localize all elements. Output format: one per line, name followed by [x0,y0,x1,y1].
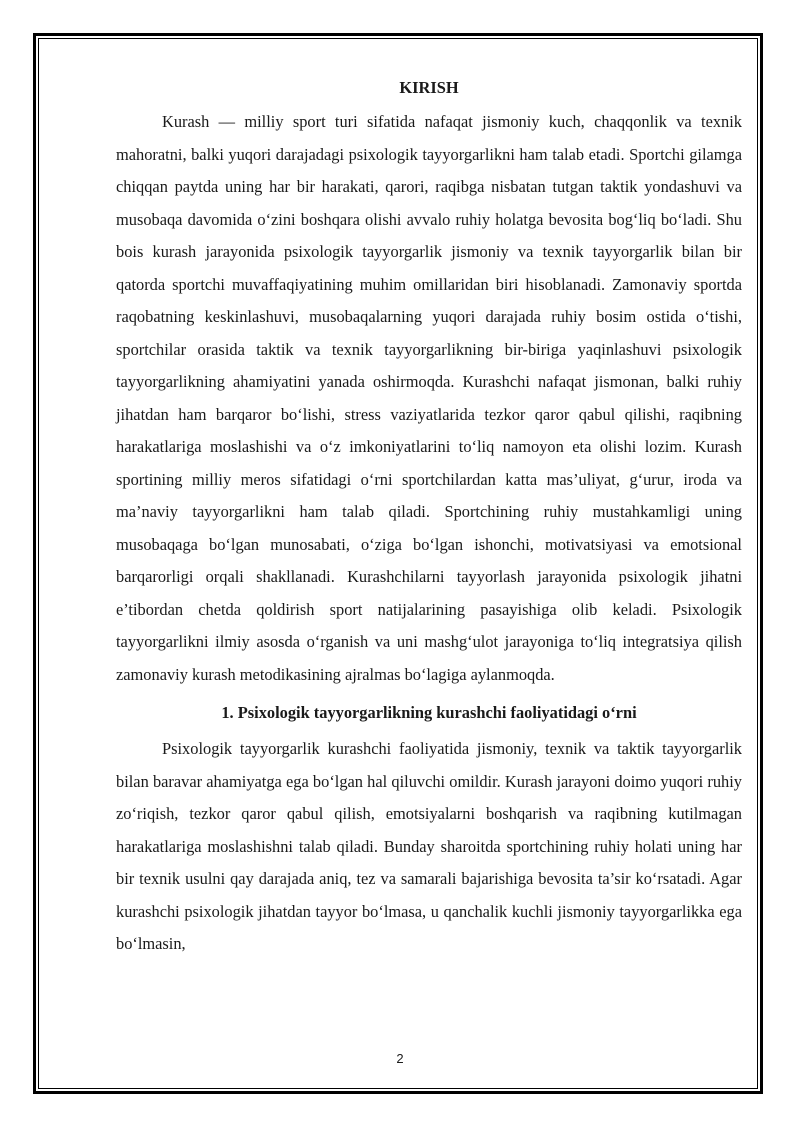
intro-paragraph: Kurash — milliy sport turi sifatida nafaqat jismoniy kuch, chaqqonlik va texnik mahoratni, balki yuqori darajadagi psixologik tayyorgarlikni ham talab etadi. Sportchi gilamga chiqqan paytda uning har bir harakati, qarori, raqibga nisbatan tutgan taktik yondashuvi va musobaqa davomida o‘zini boshqara olishi avvalo ruhiy holatga bevosita bog‘liq bo‘ladi. Shu bois kurash jarayonida psixologik tayyorgarlik jismoniy va texnik tayyorgarlik bilan bir qatorda sportchi muvaffaqiyatining muhim omillaridan biri hisoblanadi. Zamonaviy sportda raqobatning keskinlashuvi, musobaqalarning yuqori darajada ruhiy bosim ostida o‘tishi, sportchilar orasida taktik va texnik tayyorgarlikning bir-biriga yaqinlashuvi psixologik tayyorgarlikning ahamiyatini yanada oshirmoqda. Kurashchi nafaqat jismonan, balki ruhiy jihatdan ham barqaror bo‘lishi, stress vaziyatlarida tezkor qaror qabul qilishi, raqibning harakatlariga moslashishi va o‘z imkoniyatlarini to‘liq namoyon eta olishi lozim. Kurash sportining milliy meros sifatidagi o‘rni sportchilardan katta mas’uliyat, g‘urur, iroda va ma’naviy tayyorgarlikni ham talab qiladi. Sportchining ruhiy mustahkamligi uning musobaqaga bo‘lgan munosabati, o‘ziga bo‘lgan ishonchi, motivatsiyasi va emotsional barqarorligi orqali shakllanadi. Kurashchilarni tayyorlash jarayonida psixologik jihatni e’tibordan chetda qoldirish sport natijalarining pasayishiga olib keladi. Psixologik tayyorgarlikni ilmiy asosda o‘rganish va uni mashg‘ulot jarayoniga to‘liq integratsiya qilish zamonaviy kurash metodikasining ajralmas bo‘lagiga aylanmoqda. [116,112,742,684]
section-heading: 1. Psixologik tayyorgarlikning kurashchi faoliyatidagi o‘rni [221,703,637,722]
page-title: KIRISH [399,78,459,97]
page-number: 2 [396,1051,404,1066]
document-body [116,74,742,961]
section-paragraph: Psixologik tayyorgarlik kurashchi faoliyatida jismoniy, texnik va taktik tayyorgarlik bilan baravar ahamiyatga ega bo‘lgan hal qiluvchi omildir. Kurash jarayoni doimo yuqori ruhiy zo‘riqish, tezkor qaror qabul qilish, emotsiyalarni boshqarish va raqibning kutilmagan harakatlariga moslashishni talab qiladi. Bunday sharoitda sportchining ruhiy holati uning har bir texnik usulni qay darajada aniq, tez va samarali bajarishiga bevosita ta’sir ko‘rsatadi. Agar kurashchi psixologik jihatdan tayyor bo‘lmasa, u qanchalik kuchli jismoniy tayyorgarlikka ega bo‘lmasin, [116,739,742,953]
